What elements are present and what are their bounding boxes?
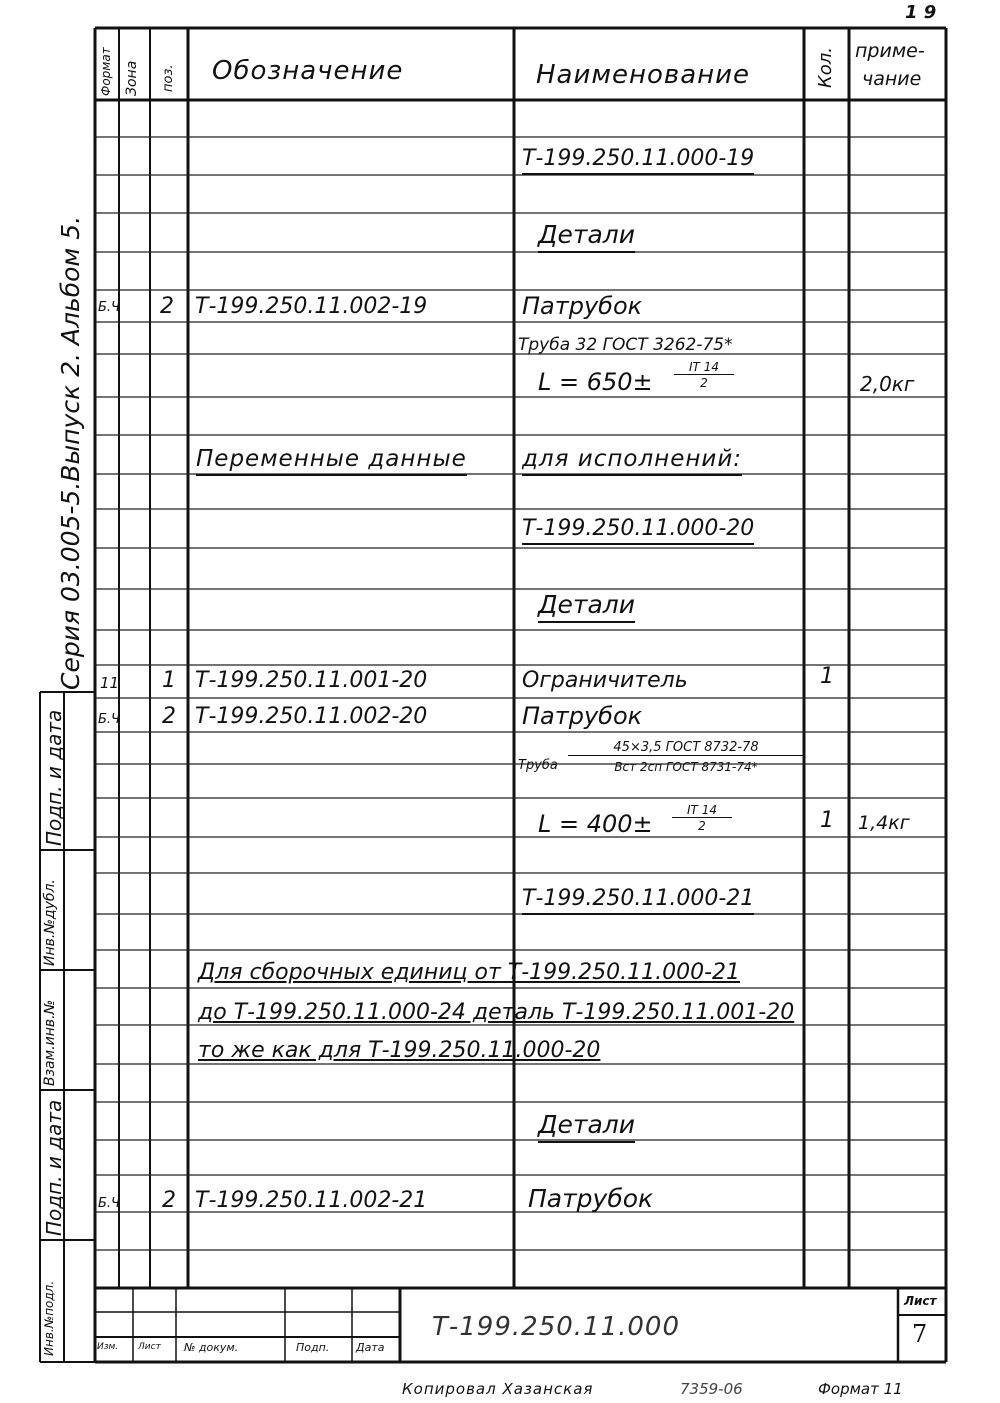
stamp-signature-date-2: Подп. и дата [42,1099,66,1236]
header-designation: Обозначение [212,56,404,86]
sheet-label: Лист [904,1294,937,1308]
label-date: Дата [356,1341,385,1354]
note-line-2: до Т-199.250.11.000-24 деталь Т-199.250.11.001-20 [198,1000,795,1025]
row-format: Б.Ч [98,1196,120,1211]
variable-data-heading-cont: для исполнений: [522,446,742,476]
header-format: Формат [99,47,113,96]
footer-copied-by: Копировал Хазанская [402,1380,594,1398]
tolerance-numerator: IT 14 [672,803,732,818]
section-details-2: Детали [538,590,635,623]
length-tolerance: L = 650± [538,368,653,396]
row-position: 2 [162,1188,176,1213]
stamp-signature-date-1: Подп. и дата [42,709,66,846]
assembly-variant-21: Т-199.250.11.000-21 [522,886,754,915]
row-quantity: 1 [820,664,834,689]
row-quantity: 1 [820,808,834,833]
note-line-3: то же как для Т-199.250.11.000-20 [198,1038,601,1063]
header-zone: Зона [124,60,140,96]
label-document-no: № докум. [184,1341,239,1354]
row-position: 2 [160,294,174,319]
row-format: Б.Ч [98,712,120,727]
document-number: Т-199.250.11.000 [432,1312,681,1342]
footer-format: Формат 11 [818,1380,903,1398]
header-position: поз. [161,64,176,92]
row-name: Патрубок [528,1184,654,1213]
page-corner-number: 1 9 [905,2,937,23]
label-sheet: Лист [138,1342,161,1352]
row-note-mass: 1,4кг [858,812,910,834]
label-signature: Подп. [296,1341,330,1354]
section-details-3: Детали [538,1110,635,1143]
row-designation: Т-199.250.11.002-19 [195,294,428,319]
material-label: Труба [518,758,558,773]
variable-data-heading: Переменные данные [196,446,467,476]
material-fraction-denominator: Вст 2сп ГОСТ 8731-74* [614,760,758,774]
row-designation: Т-199.250.11.001-20 [195,668,428,693]
stamp-original-inventory: Инв.№подл. [42,1280,56,1356]
row-format: 11 [100,674,120,692]
header-name: Наименование [536,60,751,90]
side-series-title: Серия 03.005-5.Выпуск 2. Альбом 5. [56,215,85,690]
note-line-1: Для сборочных единиц от Т-199.250.11.000-21 [198,960,741,985]
assembly-variant-19: Т-199.250.11.000-19 [522,146,754,175]
material-fraction-numerator: 45×3,5 ГОСТ 8732-78 [568,740,804,756]
header-note-line1: приме- [855,40,925,62]
tolerance-denominator: 2 [700,376,708,390]
row-name: Патрубок [522,292,643,320]
material-pipe-spec: Труба 32 ГОСТ 3262-75* [518,335,733,355]
sheet-number: 7 [912,1320,928,1348]
row-designation: Т-199.250.11.002-20 [195,704,428,729]
row-format: Б.Ч [98,300,120,315]
tolerance-denominator: 2 [698,819,706,833]
header-quantity: Кол. [815,46,836,88]
assembly-variant-20: Т-199.250.11.000-20 [522,516,754,545]
length-tolerance: L = 400± [538,810,653,838]
section-details-1: Детали [538,220,635,253]
stamp-replaced-inventory: Взам.инв.№ [42,999,58,1086]
row-note-mass: 2,0кг [860,372,915,396]
label-revision: Изм. [97,1342,119,1352]
row-position: 2 [162,704,176,729]
stamp-duplicate-inventory: Инв.№дубл. [42,879,58,966]
footer-order-number: 7359-06 [680,1380,743,1398]
row-name: Ограничитель [522,668,688,693]
row-designation: Т-199.250.11.002-21 [195,1188,428,1213]
tolerance-numerator: IT 14 [674,360,734,375]
header-note-line2: чание [862,68,922,90]
row-name: Патрубок [522,702,643,730]
row-position: 1 [162,668,176,693]
